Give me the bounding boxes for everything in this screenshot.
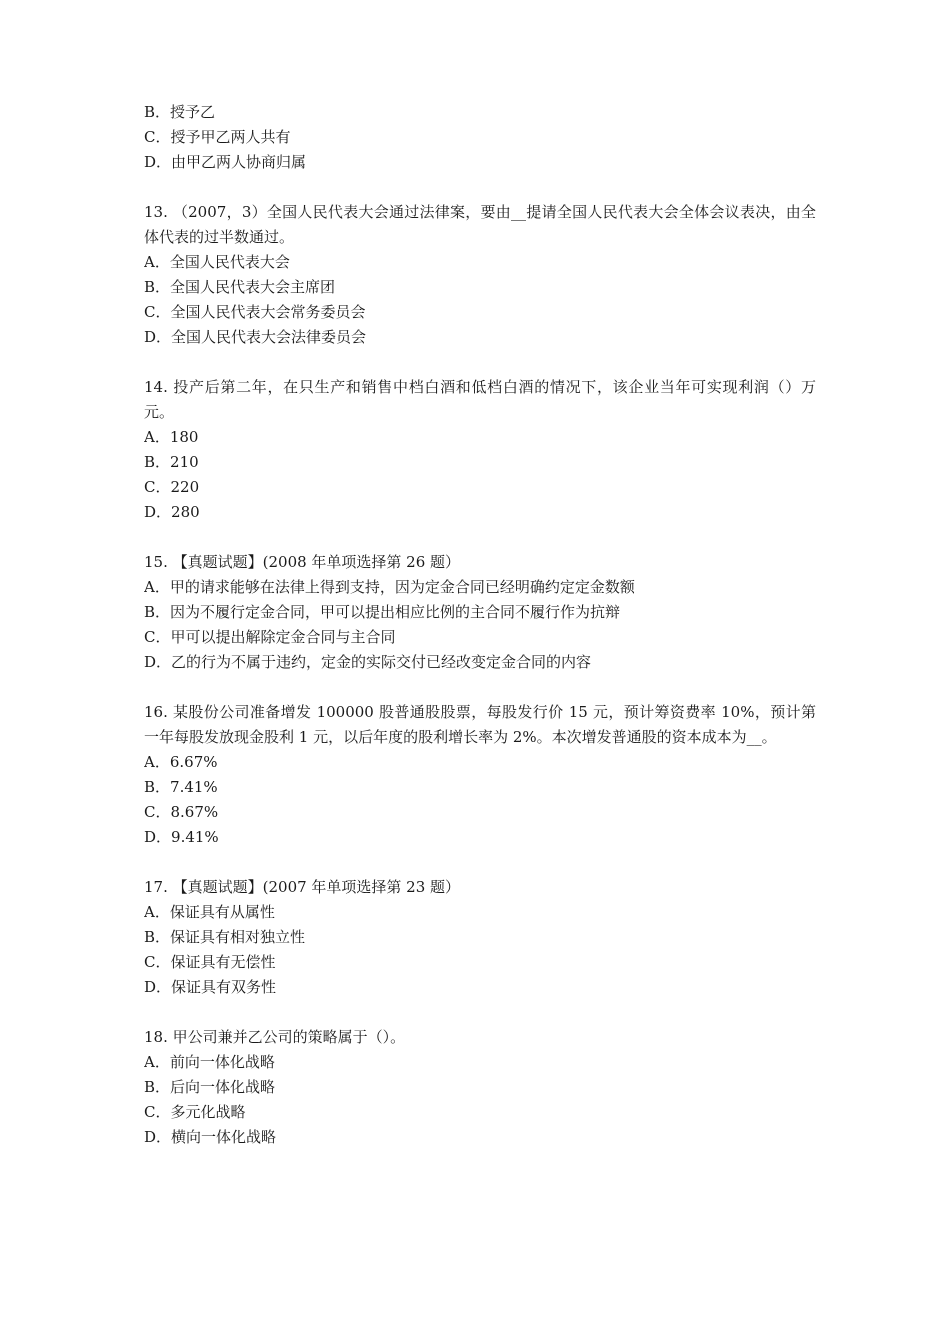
option-line: D．280 [144,503,200,521]
option-line: D．9.41% [144,828,219,846]
option-line: C．全国人民代表大会常务委员会 [144,303,366,321]
question-13 [144,200,816,350]
question-stem: 17. 【真题试题】(2007 年单项选择第 23 题） [144,878,461,896]
option-line: D．全国人民代表大会法律委员会 [144,328,367,346]
option-line: D．保证具有双务性 [144,978,277,996]
option-line: D．横向一体化战略 [144,1128,277,1146]
question-stem: 13. （2007，3）全国人民代表大会通过法律案，要由__提请全国人民代表大会全体会议表决，由全体代表的过半数通过。 [144,203,816,246]
option-line: B．210 [144,453,199,471]
option-line: A．前向一体化战略 [144,1053,275,1071]
option-line: A．6.67% [144,753,218,771]
option-line: C．220 [144,478,200,496]
option-line: A．甲的请求能够在法律上得到支持，因为定金合同已经明确约定定金数额 [144,578,635,596]
option-line: B．全国人民代表大会主席团 [144,278,336,296]
option-line: C．授予甲乙两人共有 [144,128,291,146]
option-line: A．180 [144,428,199,446]
option-line: B．因为不履行定金合同，甲可以提出相应比例的主合同不履行作为抗辩 [144,603,621,621]
question-15 [144,550,816,675]
question-18 [144,1025,816,1150]
option-line: D．乙的行为不属于违约，定金的实际交付已经改变定金合同的内容 [144,653,592,671]
question-17 [144,875,816,1000]
question-14 [144,375,816,525]
option-line: C．多元化战略 [144,1103,246,1121]
option-line: C．甲可以提出解除定金合同与主合同 [144,628,396,646]
question-stem: 16. 某股份公司准备增发 100000 股普通股股票，每股发行价 15 元，预计筹资费率 10%，预计第一年每股发放现金股利 1 元，以后年度的股利增长率为 2%。本次增发普通股的资本成本为__。 [144,703,816,746]
document-page [144,100,816,1150]
option-line: B．授予乙 [144,103,216,121]
option-line: A．保证具有从属性 [144,903,275,921]
option-line: A．全国人民代表大会 [144,253,290,271]
option-line: B．7.41% [144,778,218,796]
previous-question-options [144,100,816,175]
option-line: B．保证具有相对独立性 [144,928,306,946]
question-stem: 18. 甲公司兼并乙公司的策略属于（）。 [144,1028,406,1046]
option-line: C．保证具有无偿性 [144,953,276,971]
option-line: B．后向一体化战略 [144,1078,276,1096]
question-stem: 14. 投产后第二年，在只生产和销售中档白酒和低档白酒的情况下，该企业当年可实现利润（）万元。 [144,378,816,421]
option-line: C．8.67% [144,803,219,821]
question-16 [144,700,816,850]
option-line: D．由甲乙两人协商归属 [144,153,307,171]
question-stem: 15. 【真题试题】(2008 年单项选择第 26 题） [144,553,461,571]
